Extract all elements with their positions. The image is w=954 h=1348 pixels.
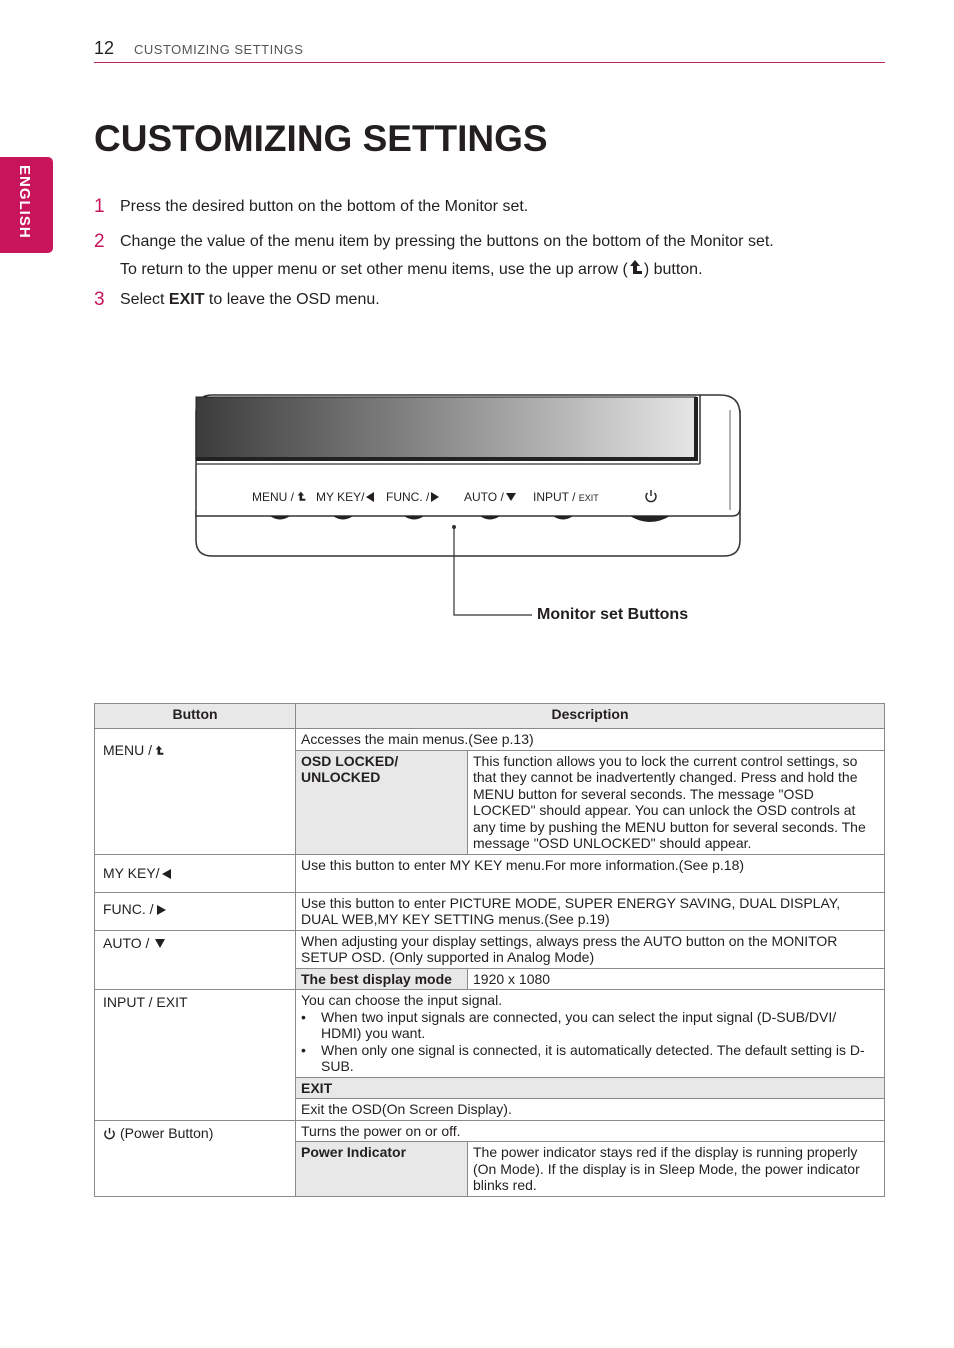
step-number: 3 [94,289,105,310]
button-cell-mykey: MY KEY/ [95,854,296,892]
column-header: Button [95,704,296,729]
language-tab [0,157,53,253]
step-text-continued [120,259,703,279]
header-rule [94,62,885,63]
table-row [95,854,885,892]
button-cell-func: FUNC. / [95,892,296,930]
sub-label-cell: Power Indicator [296,1142,468,1197]
monitor-illustration [190,390,750,630]
step-text: Press the desired button on the bottom of the Monitor set. [120,198,529,215]
description-cell: Accesses the main menus.(See p.13) [296,729,885,751]
up-arrow-icon [628,259,644,276]
up-arrow-icon [296,491,307,502]
language-tab-label: ENGLISH [16,165,33,239]
table-header-row [95,704,885,729]
description-cell: Turns the power on or off. [296,1120,885,1142]
page-title: CUSTOMIZING SETTINGS [94,118,548,159]
button-cell-power: (Power Button) [95,1120,296,1197]
button-description-table [94,703,885,1197]
up-arrow-icon [154,745,165,756]
monitor-label-func: FUNC. / [386,490,439,504]
step-text: Select EXIT to leave the OSD menu. [120,291,380,308]
list-item: • When two input signals are connected, you can select the input signal (D-SUB/DVI/ HDMI) you want. [301,1008,837,1041]
step-3 [94,289,105,311]
list-item: • When only one signal is connected, it is automatically detected. The default setting is D-SUB. [301,1041,865,1074]
exit-keyword: EXIT [168,291,205,308]
sub-label-cell: OSD LOCKED/ UNLOCKED [296,750,468,854]
power-icon [103,1127,116,1140]
sub-description-cell: This function allows you to lock the current control settings, so that they cannot be inadvertently changed. Press and hold the MENU button for several seconds. The message "OSD LOCKED" should appear. You can unlock the OSD controls at any time by pushing the MENU button for several seconds. The message "OSD UNLOCKED" should appear. [468,750,885,854]
down-triangle-icon [155,939,165,948]
table-row [95,990,885,1078]
running-header: CUSTOMIZING SETTINGS [134,42,304,57]
step-1 [94,196,105,218]
sub-label-cell: EXIT [296,1077,885,1099]
step-text-pre: To return to the upper menu or set other menu items, use the up arrow ( [120,261,628,278]
button-cell-auto: AUTO / [95,930,296,990]
monitor-label-auto: AUTO / [464,490,516,504]
step-text: Change the value of the menu item by pressing the buttons on the bottom of the Monitor set. [120,233,774,250]
sub-label-cell: The best display mode [296,968,468,990]
sub-value-cell: 1920 x 1080 [468,968,885,990]
table-row [95,1120,885,1142]
right-triangle-icon [157,905,166,915]
monitor-label-input: INPUT / EXIT [533,490,599,504]
monitor-label-mykey: MY KEY/ [316,490,374,504]
step-2 [94,231,105,253]
description-cell: Exit the OSD(On Screen Display). [296,1099,885,1121]
step-text-post: ) button. [643,261,703,278]
step-number: 1 [94,196,105,217]
description-cell: When adjusting your display settings, always press the AUTO button on the MONITOR SETUP OSD. (Only supported in Analog Mode) [296,930,885,968]
description-cell: You can choose the input signal. • When two input signals are connected, you can select the input signal (D-SUB/DVI/ HDMI) you want. • When only one signal is connected, it is automatically detected. The default setting is D-SUB. [296,990,885,1078]
callout-label: Monitor set Buttons [537,606,689,623]
button-cell-menu: MENU / [95,729,296,855]
table-row [95,930,885,968]
column-header: Description [296,704,885,729]
down-triangle-icon [506,493,516,501]
left-triangle-icon [162,869,171,879]
right-triangle-icon [431,492,439,502]
description-cell: Use this button to enter MY KEY menu.For more information.(See p.18) [296,854,885,892]
description-cell: Use this button to enter PICTURE MODE, SUPER ENERGY SAVING, DUAL DISPLAY, DUAL WEB,MY KEY SETTING menus.(See p.19) [296,892,885,930]
step-number: 2 [94,231,105,252]
page-number: 12 [94,38,115,58]
sub-description-cell: The power indicator stays red if the display is running properly (On Mode). If the display is in Sleep Mode, the power indicator blinks red. [468,1142,885,1197]
table-row [95,729,885,751]
table-row [95,892,885,930]
button-cell-input: INPUT / EXIT [95,990,296,1121]
monitor-label-menu: MENU / [252,490,307,504]
left-triangle-icon [366,492,374,502]
